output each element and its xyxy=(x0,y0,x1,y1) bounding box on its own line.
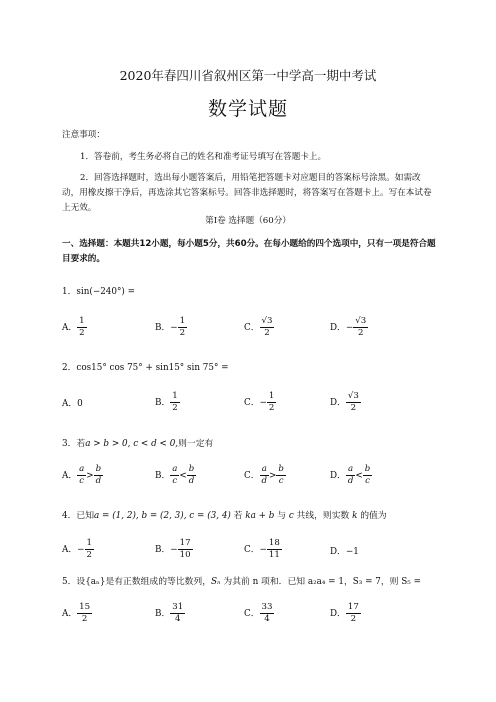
question-number: 2． xyxy=(62,363,77,373)
q1-option-d: D．− $\frac{√3}{2}$ xyxy=(330,316,367,338)
q2-option-b: B． $\frac{1}{2}$ xyxy=(155,391,178,413)
q1-option-b: B．− $\frac{1}{2}$ xyxy=(155,316,186,338)
question-stem: cos15° cos 75° + sin15° sin 75° = xyxy=(76,363,229,373)
question-stem: sin(−240°) = xyxy=(76,287,135,297)
section-heading: 一、选择题：本题共12小题，每小题5分，共60分。在每小题给的四个选项中，只有一项是符合题目要求的。 xyxy=(62,239,436,264)
q4-option-a: A．− $\frac{1}{2}$ xyxy=(62,538,92,560)
q2-option-c: C．− $\frac{1}{2}$ xyxy=(244,391,275,413)
q1-option-c: C． $\frac{√3}{2}$ xyxy=(244,316,273,338)
q2-option-d: D． $\frac{√3}{2}$ xyxy=(330,391,359,413)
q5-option-d: D． $\frac{17}{2}$ xyxy=(330,602,359,624)
q1-option-a: A． $\frac{1}{2}$ xyxy=(62,316,85,338)
question-5: 5．设{aₙ}是有正数组成的等比数列，Sₙ 为其前 n 项和．已知 a₂a₄ = 1，S₃ = 7，则 S₅ = xyxy=(62,577,421,587)
q3-option-c: C． $\frac{a}{d}$ > $\frac{b}{c}$ xyxy=(244,464,284,486)
question-1 xyxy=(62,284,135,297)
question-number: 3． xyxy=(62,439,77,449)
q4-option-c: C．− $\frac{18}{11}$ xyxy=(244,538,280,560)
q3-option-b: B． $\frac{a}{c}$ < $\frac{b}{d}$ xyxy=(155,464,195,486)
q2-option-a: A．0 xyxy=(62,399,83,409)
question-2 xyxy=(62,360,229,373)
q5-option-c: C． $\frac{33}{4}$ xyxy=(244,602,273,624)
exam-title: 2020年春四川省叙州区第一中学高一期中考试 xyxy=(119,68,377,83)
question-4: 4．已知a = (1, 2), b = (2, 3), c = (3, 4) 若 ka + b 与 c 共线，则实数 k 的值为 xyxy=(62,511,387,521)
notice-heading: 注意事项： xyxy=(62,130,105,140)
question-number: 1． xyxy=(62,287,77,297)
part-heading: 第I卷 选择题（60分） xyxy=(205,216,291,226)
notice-item-1: 1．答卷前，考生务必将自己的姓名和准考证号填写在答题卡上。 xyxy=(80,152,327,162)
q4-option-d: D．−1 xyxy=(330,547,359,557)
question-number: 5． xyxy=(62,577,77,587)
question-3: 3．若a > b > 0, c < d < 0,则一定有 xyxy=(62,439,214,449)
q5-option-b: B． $\frac{31}{4}$ xyxy=(155,602,184,624)
q3-option-a: A． $\frac{a}{c}$ > $\frac{b}{d}$ xyxy=(62,464,102,486)
q5-option-a: A． $\frac{15}{2}$ xyxy=(62,602,91,624)
q3-option-d: D． $\frac{a}{d}$ < $\frac{b}{c}$ xyxy=(330,464,371,486)
q4-option-b: B．− $\frac{17}{10}$ xyxy=(155,538,191,560)
notice-item-2: 2．回答选择题时，选出每小题答案后，用铅笔把答题卡对应题目的答案标号涂黑。如需改动，用橡皮擦干净后，再选涂其它答案标号。回答非选择题时，将答案写在答题卡上。写在本试卷上无效。 xyxy=(62,173,432,213)
question-number: 4． xyxy=(62,511,77,521)
subject-title: 数学试题 xyxy=(207,98,288,120)
